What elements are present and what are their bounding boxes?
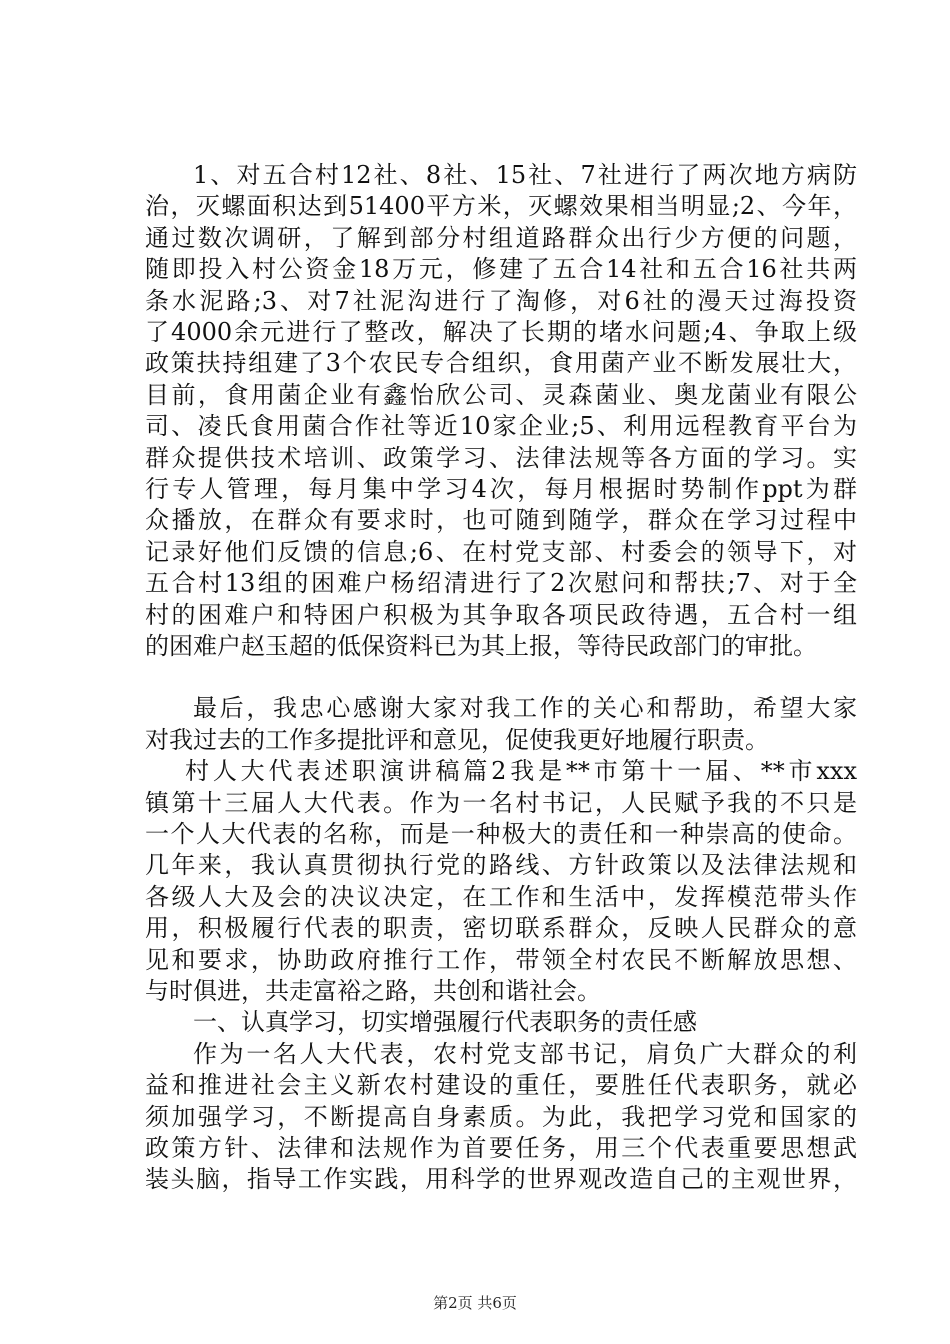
paragraph-line: 司、凌氏食用菌合作社等近10家企业;5、利用远程教育平台为	[145, 412, 857, 441]
paragraph-line: 须加强学习，不断提高自身素质。为此，我把学习党和国家的	[145, 1102, 857, 1131]
paragraph-line: 行专人管理，每月集中学习4次，每月根据时势制作ppt为群	[145, 475, 857, 503]
paragraph-line: 1、对五合村12社、8社、15社、7社进行了两次地方病防	[193, 161, 857, 189]
paragraph-line: 村人大代表述职演讲稿篇2我是**市第十一届、**市xxx	[185, 757, 857, 786]
paragraph-line: 村的困难户和特困户积极为其争取各项民政待遇，五合村一组	[145, 600, 857, 629]
paragraph-line: 治，灭螺面积达到51400平方米，灭螺效果相当明显;2、今年，	[145, 192, 857, 221]
paragraph-line: 益和推进社会主义新农村建设的重任，要胜任代表职务，就必	[145, 1071, 857, 1100]
paragraph-line: 最后，我忠心感谢大家对我工作的关心和帮助，希望大家	[193, 694, 857, 723]
paragraph-line: 条水泥路;3、对7社泥沟进行了淘修，对6社的漫天过海投资	[145, 286, 857, 315]
paragraph-line: 随即投入村公资金18万元，修建了五合14社和五合16社共两	[145, 255, 857, 284]
paragraph-line: 一、认真学习，切实增强履行代表职务的责任感	[193, 1008, 697, 1037]
paragraph-line: 与时俱进，共走富裕之路，共创和谐社会。	[145, 977, 601, 1005]
page-footer: 第2页 共6页	[433, 1294, 517, 1312]
paragraph-line: 一个人大代表的名称，而是一种极大的责任和一种崇高的使命。	[145, 820, 857, 848]
paragraph-line: 群众提供技术培训、政策学习、法律法规等各方面的学习。实	[145, 443, 857, 472]
paragraph-line: 目前，食用菌企业有鑫怡欣公司、灵森菌业、奥龙菌业有限公	[145, 380, 857, 409]
paragraph-line: 的困难户赵玉超的低保资料已为其上报，等待民政部门的审批。	[145, 632, 817, 660]
paragraph-line: 装头脑，指导工作实践，用科学的世界观改造自己的主观世界，	[145, 1165, 857, 1194]
paragraph-line: 见和要求，协助政府推行工作，带领全村农民不断解放思想、	[145, 945, 857, 974]
paragraph-line: 政策扶持组建了3个农民专合组织，食用菌产业不断发展壮大，	[145, 349, 857, 378]
paragraph-line: 政策方针、法律和法规作为首要任务，用三个代表重要思想武	[145, 1134, 857, 1162]
paragraph-line: 通过数次调研，了解到部分村组道路群众出行少方便的问题，	[145, 223, 857, 252]
paragraph-line: 对我过去的工作多提批评和意见，促使我更好地履行职责。	[145, 725, 769, 754]
paragraph-line: 几年来，我认真贯彻执行党的路线、方针政策以及法律法规和	[145, 851, 857, 880]
paragraph-line: 镇第十三届人大代表。作为一名村书记，人民赋予我的不只是	[145, 788, 857, 817]
paragraph-line: 了4000余元进行了整改，解决了长期的堵水问题;4、争取上级	[145, 318, 857, 346]
paragraph-line: 作为一名人大代表，农村党支部书记，肩负广大群众的利	[193, 1039, 857, 1068]
paragraph-line: 众播放，在群众有要求时，也可随到随学，群众在学习过程中	[145, 506, 857, 535]
paragraph-line: 各级人大及会的决议决定，在工作和生活中，发挥模范带头作	[145, 882, 857, 911]
paragraph-line: 记录好他们反馈的信息;6、在村党支部、村委会的领导下，对	[145, 537, 857, 566]
paragraph-line: 五合村13组的困难户杨绍清进行了2次慰问和帮扶;7、对于全	[145, 569, 857, 598]
paragraph-line: 用，积极履行代表的职责，密切联系群众，反映人民群众的意	[145, 914, 857, 943]
